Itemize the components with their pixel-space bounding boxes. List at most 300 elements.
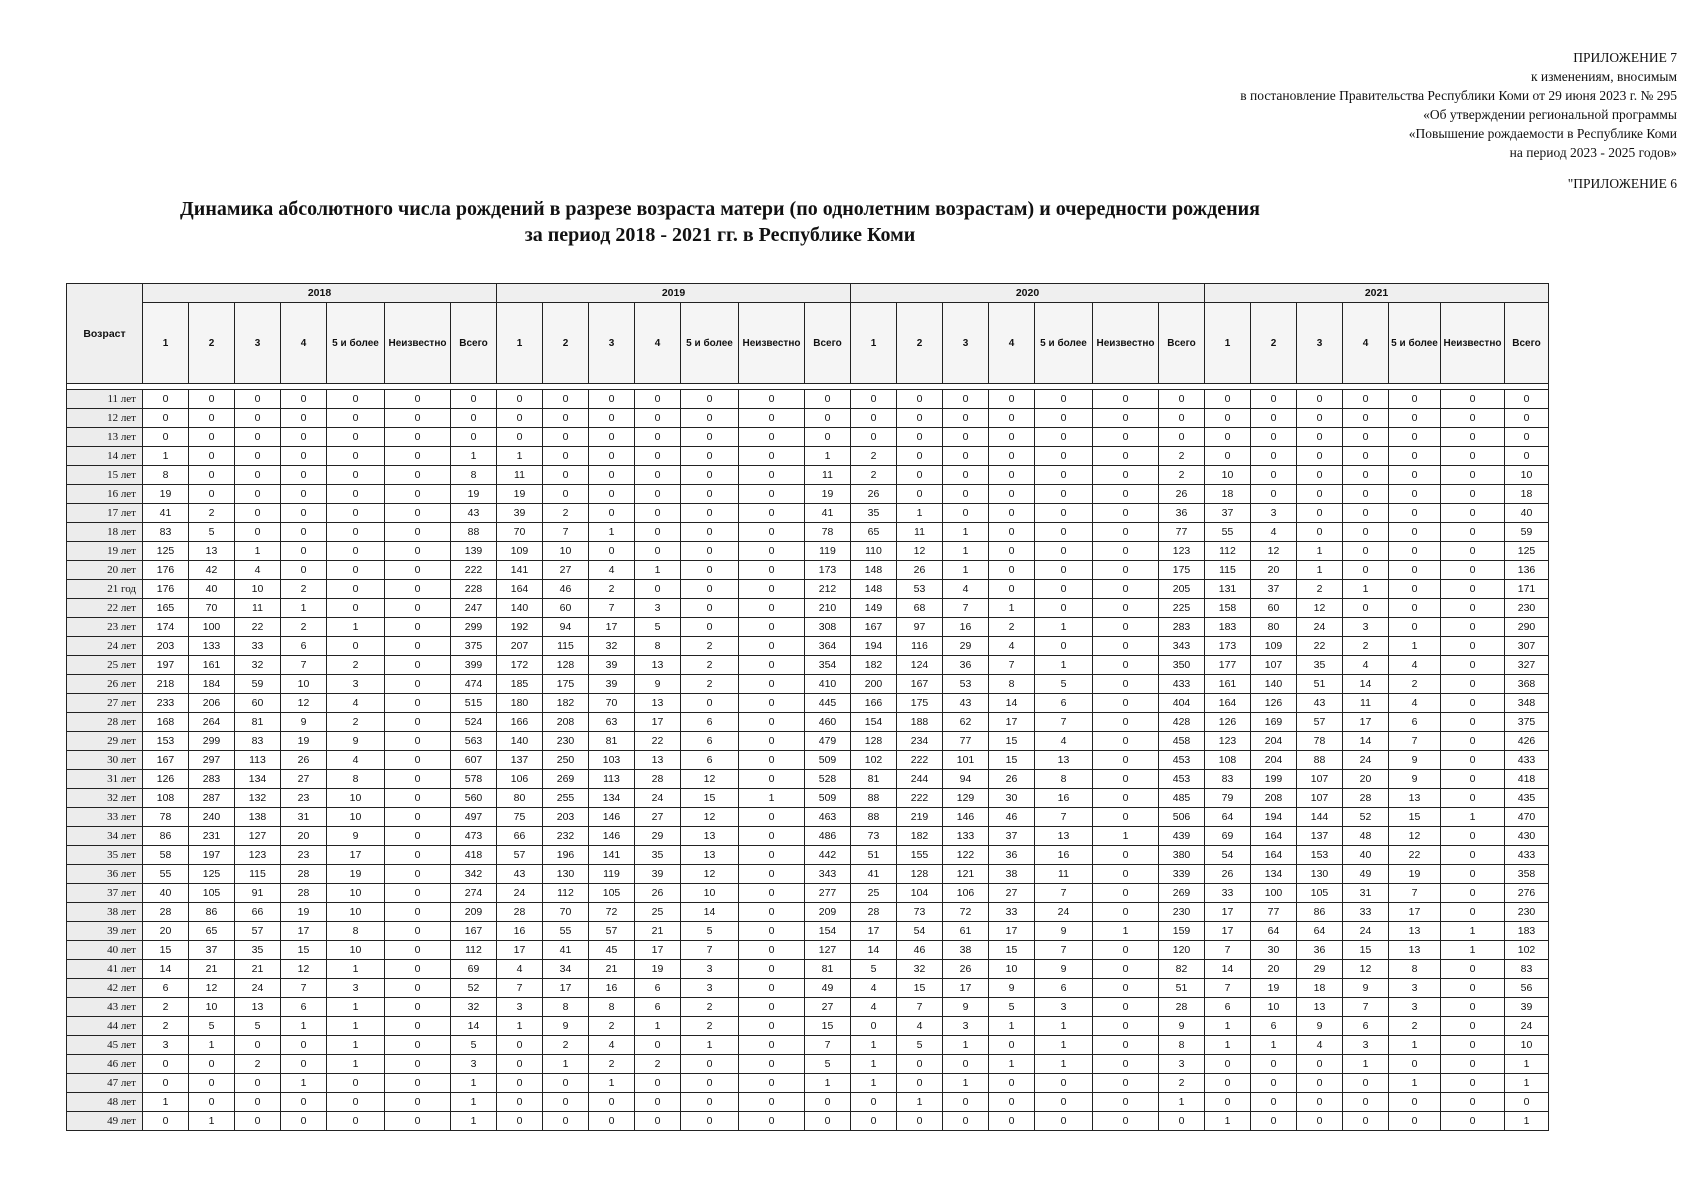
- value-cell: 0: [635, 428, 681, 447]
- value-cell: 290: [1505, 618, 1549, 637]
- value-cell: 607: [451, 751, 497, 770]
- value-cell: 10: [235, 580, 281, 599]
- value-cell: 470: [1505, 808, 1549, 827]
- value-cell: 55: [543, 922, 589, 941]
- value-cell: 2: [681, 637, 739, 656]
- value-cell: 0: [385, 941, 451, 960]
- value-cell: 204: [1251, 732, 1297, 751]
- value-cell: 0: [281, 390, 327, 409]
- value-cell: 127: [235, 827, 281, 846]
- value-cell: 80: [1251, 618, 1297, 637]
- table-row: [67, 827, 1549, 846]
- value-cell: 6: [1035, 694, 1093, 713]
- value-cell: 6: [635, 998, 681, 1017]
- value-cell: 176: [143, 561, 189, 580]
- value-cell: 121: [943, 865, 989, 884]
- value-cell: 4: [897, 1017, 943, 1036]
- value-cell: 7: [543, 523, 589, 542]
- value-cell: 0: [385, 561, 451, 580]
- value-cell: 63: [589, 713, 635, 732]
- value-cell: 0: [385, 1074, 451, 1093]
- value-cell: 166: [497, 713, 543, 732]
- value-cell: 4: [1389, 656, 1441, 675]
- value-cell: 0: [189, 485, 235, 504]
- value-cell: 77: [943, 732, 989, 751]
- value-cell: 24: [1343, 922, 1389, 941]
- value-cell: 13: [681, 827, 739, 846]
- value-cell: 40: [189, 580, 235, 599]
- value-cell: 0: [1035, 447, 1093, 466]
- value-cell: 4: [1035, 732, 1093, 751]
- table-row: [67, 561, 1549, 580]
- value-cell: 0: [1389, 580, 1441, 599]
- value-cell: 1: [989, 599, 1035, 618]
- value-cell: 4: [1297, 1036, 1343, 1055]
- value-cell: 0: [189, 1074, 235, 1093]
- value-cell: 0: [385, 732, 451, 751]
- value-cell: 354: [805, 656, 851, 675]
- value-cell: 37: [1205, 504, 1251, 523]
- value-cell: 0: [897, 1112, 943, 1131]
- value-cell: 0: [805, 428, 851, 447]
- value-cell: 0: [1441, 1017, 1505, 1036]
- value-cell: 13: [1389, 941, 1441, 960]
- value-cell: 0: [1093, 675, 1159, 694]
- subheader-2018-total: Всего: [451, 303, 497, 384]
- value-cell: 0: [385, 656, 451, 675]
- value-cell: 364: [805, 637, 851, 656]
- subheader-2018-order-3: 3: [235, 303, 281, 384]
- value-cell: 1: [635, 1017, 681, 1036]
- value-cell: 5: [681, 922, 739, 941]
- value-cell: 173: [805, 561, 851, 580]
- value-cell: 0: [589, 428, 635, 447]
- value-cell: 433: [1505, 751, 1549, 770]
- value-cell: 0: [1035, 523, 1093, 542]
- value-cell: 9: [635, 675, 681, 694]
- title-line-1: Динамика абсолютного числа рождений в разрезе возраста матери (по однолетним возрастам) и очередности рождения: [180, 198, 1260, 220]
- subheader-2018-order-unknown: Неизвестно: [385, 303, 451, 384]
- table-row: [67, 1055, 1549, 1074]
- table-row: [67, 1093, 1549, 1112]
- value-cell: 0: [497, 409, 543, 428]
- value-cell: 4: [989, 637, 1035, 656]
- age-cell: 30 лет: [67, 751, 143, 770]
- subheader-2021-order-2: 2: [1251, 303, 1297, 384]
- value-cell: 375: [451, 637, 497, 656]
- value-cell: 81: [851, 770, 897, 789]
- value-cell: 17: [635, 941, 681, 960]
- value-cell: 0: [1441, 789, 1505, 808]
- value-cell: 2: [327, 656, 385, 675]
- value-cell: 17: [943, 979, 989, 998]
- value-cell: 197: [189, 846, 235, 865]
- value-cell: 19: [451, 485, 497, 504]
- value-cell: 0: [1441, 542, 1505, 561]
- value-cell: 0: [1505, 409, 1549, 428]
- value-cell: 0: [1441, 827, 1505, 846]
- value-cell: 161: [1205, 675, 1251, 694]
- value-cell: 165: [143, 599, 189, 618]
- value-cell: 37: [989, 827, 1035, 846]
- value-cell: 1: [1343, 580, 1389, 599]
- value-cell: 308: [805, 618, 851, 637]
- value-cell: 0: [681, 561, 739, 580]
- value-cell: 100: [1251, 884, 1297, 903]
- value-cell: 0: [739, 808, 805, 827]
- value-cell: 2: [589, 1017, 635, 1036]
- value-cell: 0: [1343, 1112, 1389, 1131]
- subheader-2018-order-5-plus: 5 и более: [327, 303, 385, 384]
- value-cell: 2: [681, 1017, 739, 1036]
- value-cell: 51: [851, 846, 897, 865]
- value-cell: 7: [897, 998, 943, 1017]
- value-cell: 0: [327, 428, 385, 447]
- value-cell: 274: [451, 884, 497, 903]
- value-cell: 0: [635, 523, 681, 542]
- value-cell: 0: [1035, 637, 1093, 656]
- value-cell: 0: [281, 428, 327, 447]
- value-cell: 64: [1251, 922, 1297, 941]
- table-row: [67, 675, 1549, 694]
- value-cell: 175: [1159, 561, 1205, 580]
- value-cell: 0: [189, 428, 235, 447]
- value-cell: 1: [943, 1074, 989, 1093]
- value-cell: 0: [1035, 428, 1093, 447]
- value-cell: 0: [385, 580, 451, 599]
- value-cell: 182: [897, 827, 943, 846]
- value-cell: 3: [1035, 998, 1093, 1017]
- value-cell: 10: [989, 960, 1035, 979]
- value-cell: 22: [1389, 846, 1441, 865]
- value-cell: 2: [589, 1055, 635, 1074]
- value-cell: 46: [989, 808, 1035, 827]
- value-cell: 2: [1159, 447, 1205, 466]
- value-cell: 2: [327, 713, 385, 732]
- value-cell: 130: [543, 865, 589, 884]
- value-cell: 0: [1205, 409, 1251, 428]
- value-cell: 6: [681, 751, 739, 770]
- value-cell: 255: [543, 789, 589, 808]
- value-cell: 0: [281, 1055, 327, 1074]
- value-cell: 10: [189, 998, 235, 1017]
- value-cell: 0: [1093, 504, 1159, 523]
- age-cell: 13 лет: [67, 428, 143, 447]
- value-cell: 83: [143, 523, 189, 542]
- value-cell: 83: [1505, 960, 1549, 979]
- value-cell: 0: [1093, 1055, 1159, 1074]
- value-cell: 0: [451, 390, 497, 409]
- value-cell: 1: [1035, 656, 1093, 675]
- table-row: [67, 447, 1549, 466]
- value-cell: 39: [1505, 998, 1549, 1017]
- births-table: [66, 283, 1549, 1131]
- value-cell: 11: [897, 523, 943, 542]
- value-cell: 375: [1505, 713, 1549, 732]
- value-cell: 0: [989, 504, 1035, 523]
- value-cell: 0: [1441, 656, 1505, 675]
- value-cell: 0: [235, 485, 281, 504]
- value-cell: 0: [1297, 390, 1343, 409]
- value-cell: 0: [1389, 428, 1441, 447]
- value-cell: 7: [805, 1036, 851, 1055]
- value-cell: 0: [1389, 542, 1441, 561]
- value-cell: 524: [451, 713, 497, 732]
- value-cell: 1: [497, 447, 543, 466]
- value-cell: 5: [851, 960, 897, 979]
- value-cell: 0: [1297, 1055, 1343, 1074]
- value-cell: 231: [189, 827, 235, 846]
- value-cell: 0: [739, 504, 805, 523]
- age-cell: 43 лет: [67, 998, 143, 1017]
- value-cell: 54: [1205, 846, 1251, 865]
- value-cell: 0: [943, 409, 989, 428]
- age-cell: 46 лет: [67, 1055, 143, 1074]
- table-row: [67, 846, 1549, 865]
- value-cell: 0: [1389, 1112, 1441, 1131]
- value-cell: 0: [385, 447, 451, 466]
- value-cell: 106: [943, 884, 989, 903]
- value-cell: 0: [1093, 732, 1159, 751]
- value-cell: 0: [1441, 713, 1505, 732]
- value-cell: 14: [1343, 732, 1389, 751]
- value-cell: 141: [589, 846, 635, 865]
- value-cell: 139: [451, 542, 497, 561]
- value-cell: 0: [739, 713, 805, 732]
- value-cell: 0: [1205, 428, 1251, 447]
- value-cell: 15: [143, 941, 189, 960]
- value-cell: 0: [1093, 903, 1159, 922]
- value-cell: 0: [635, 485, 681, 504]
- value-cell: 7: [281, 656, 327, 675]
- value-cell: 3: [1389, 998, 1441, 1017]
- value-cell: 134: [235, 770, 281, 789]
- value-cell: 29: [1297, 960, 1343, 979]
- value-cell: 0: [635, 1112, 681, 1131]
- value-cell: 1: [943, 1036, 989, 1055]
- value-cell: 0: [327, 1093, 385, 1112]
- value-cell: 0: [1093, 428, 1159, 447]
- value-cell: 97: [897, 618, 943, 637]
- value-cell: 4: [327, 694, 385, 713]
- value-cell: 0: [739, 428, 805, 447]
- value-cell: 247: [451, 599, 497, 618]
- value-cell: 0: [1389, 523, 1441, 542]
- value-cell: 0: [1093, 713, 1159, 732]
- value-cell: 3: [327, 979, 385, 998]
- value-cell: 10: [1505, 466, 1549, 485]
- value-cell: 1: [1505, 1074, 1549, 1093]
- value-cell: 307: [1505, 637, 1549, 656]
- value-cell: 0: [1159, 428, 1205, 447]
- value-cell: 0: [1035, 580, 1093, 599]
- age-cell: 45 лет: [67, 1036, 143, 1055]
- value-cell: 1: [1035, 1055, 1093, 1074]
- value-cell: 4: [943, 580, 989, 599]
- value-cell: 61: [943, 922, 989, 941]
- value-cell: 36: [1297, 941, 1343, 960]
- value-cell: 120: [1159, 941, 1205, 960]
- value-cell: 0: [739, 523, 805, 542]
- value-cell: 148: [851, 580, 897, 599]
- value-cell: 3: [1159, 1055, 1205, 1074]
- value-cell: 7: [1343, 998, 1389, 1017]
- value-cell: 4: [1343, 656, 1389, 675]
- value-cell: 37: [1251, 580, 1297, 599]
- value-cell: 28: [143, 903, 189, 922]
- value-cell: 25: [851, 884, 897, 903]
- value-cell: 1: [1441, 941, 1505, 960]
- value-cell: 1: [327, 618, 385, 637]
- value-cell: 0: [1093, 523, 1159, 542]
- value-cell: 0: [739, 903, 805, 922]
- value-cell: 0: [451, 409, 497, 428]
- value-cell: 0: [1441, 447, 1505, 466]
- value-cell: 0: [1093, 998, 1159, 1017]
- value-cell: 0: [589, 1112, 635, 1131]
- value-cell: 0: [589, 485, 635, 504]
- value-cell: 29: [943, 637, 989, 656]
- value-cell: 0: [1035, 1112, 1093, 1131]
- value-cell: 119: [805, 542, 851, 561]
- value-cell: 0: [1389, 390, 1441, 409]
- value-cell: 9: [1389, 770, 1441, 789]
- value-cell: 7: [1389, 732, 1441, 751]
- subheader-2019-order-4: 4: [635, 303, 681, 384]
- value-cell: 39: [497, 504, 543, 523]
- value-cell: 176: [143, 580, 189, 599]
- value-cell: 24: [1505, 1017, 1549, 1036]
- value-cell: 9: [1343, 979, 1389, 998]
- value-cell: 27: [989, 884, 1035, 903]
- value-cell: 8: [143, 466, 189, 485]
- value-cell: 0: [327, 447, 385, 466]
- value-cell: 2: [1159, 466, 1205, 485]
- value-cell: 0: [989, 466, 1035, 485]
- value-cell: 0: [1441, 675, 1505, 694]
- value-cell: 0: [385, 713, 451, 732]
- value-cell: 0: [1093, 1093, 1159, 1112]
- value-cell: 0: [543, 466, 589, 485]
- value-cell: 0: [1159, 409, 1205, 428]
- value-cell: 1: [451, 1093, 497, 1112]
- value-cell: 43: [943, 694, 989, 713]
- value-cell: 399: [451, 656, 497, 675]
- value-cell: 45: [589, 941, 635, 960]
- value-cell: 14: [1343, 675, 1389, 694]
- value-cell: 509: [805, 751, 851, 770]
- value-cell: 140: [497, 599, 543, 618]
- appendix-line-5: на период 2023 - 2025 годов»: [1509, 145, 1677, 160]
- table-row: [67, 694, 1549, 713]
- value-cell: 439: [1159, 827, 1205, 846]
- value-cell: 0: [1251, 1093, 1297, 1112]
- value-cell: 0: [681, 485, 739, 504]
- value-cell: 0: [327, 485, 385, 504]
- value-cell: 0: [805, 390, 851, 409]
- value-cell: 0: [989, 447, 1035, 466]
- value-cell: 125: [1505, 542, 1549, 561]
- value-cell: 10: [327, 941, 385, 960]
- value-cell: 105: [1297, 884, 1343, 903]
- value-cell: 0: [1251, 485, 1297, 504]
- value-cell: 16: [1035, 789, 1093, 808]
- value-cell: 194: [1251, 808, 1297, 827]
- value-cell: 0: [989, 1093, 1035, 1112]
- value-cell: 17: [989, 713, 1035, 732]
- value-cell: 38: [943, 941, 989, 960]
- value-cell: 0: [1441, 732, 1505, 751]
- value-cell: 0: [1035, 1074, 1093, 1093]
- value-cell: 65: [851, 523, 897, 542]
- value-cell: 2: [543, 504, 589, 523]
- value-cell: 0: [1441, 884, 1505, 903]
- value-cell: 19: [281, 903, 327, 922]
- value-cell: 0: [543, 1112, 589, 1131]
- value-cell: 83: [1205, 770, 1251, 789]
- value-cell: 32: [235, 656, 281, 675]
- value-cell: 182: [851, 656, 897, 675]
- value-cell: 77: [1251, 903, 1297, 922]
- value-cell: 108: [1205, 751, 1251, 770]
- value-cell: 0: [1205, 1055, 1251, 1074]
- value-cell: 126: [143, 770, 189, 789]
- value-cell: 32: [589, 637, 635, 656]
- value-cell: 3: [143, 1036, 189, 1055]
- value-cell: 0: [143, 1055, 189, 1074]
- table-row: [67, 979, 1549, 998]
- value-cell: 108: [143, 789, 189, 808]
- value-cell: 26: [897, 561, 943, 580]
- value-cell: 0: [1205, 390, 1251, 409]
- value-cell: 5: [235, 1017, 281, 1036]
- value-cell: 17: [497, 941, 543, 960]
- value-cell: 148: [851, 561, 897, 580]
- value-cell: 0: [281, 447, 327, 466]
- value-cell: 132: [235, 789, 281, 808]
- value-cell: 0: [497, 1055, 543, 1074]
- value-cell: 0: [989, 580, 1035, 599]
- table-row: [67, 1036, 1549, 1055]
- age-cell: 17 лет: [67, 504, 143, 523]
- value-cell: 0: [1251, 1055, 1297, 1074]
- value-cell: 8: [635, 637, 681, 656]
- value-cell: 20: [1251, 561, 1297, 580]
- value-cell: 232: [543, 827, 589, 846]
- value-cell: 0: [681, 428, 739, 447]
- value-cell: 0: [1093, 656, 1159, 675]
- value-cell: 12: [897, 542, 943, 561]
- value-cell: 2: [143, 1017, 189, 1036]
- value-cell: 2: [235, 1055, 281, 1074]
- value-cell: 2: [851, 447, 897, 466]
- value-cell: 113: [589, 770, 635, 789]
- value-cell: 182: [543, 694, 589, 713]
- value-cell: 31: [1343, 884, 1389, 903]
- value-cell: 0: [385, 504, 451, 523]
- value-cell: 1: [281, 599, 327, 618]
- value-cell: 106: [497, 770, 543, 789]
- age-cell: 28 лет: [67, 713, 143, 732]
- value-cell: 0: [897, 1074, 943, 1093]
- value-cell: 1: [1389, 637, 1441, 656]
- value-cell: 463: [805, 808, 851, 827]
- value-cell: 0: [1441, 979, 1505, 998]
- value-cell: 0: [943, 466, 989, 485]
- value-cell: 1: [327, 960, 385, 979]
- value-cell: 0: [1441, 561, 1505, 580]
- value-cell: 41: [143, 504, 189, 523]
